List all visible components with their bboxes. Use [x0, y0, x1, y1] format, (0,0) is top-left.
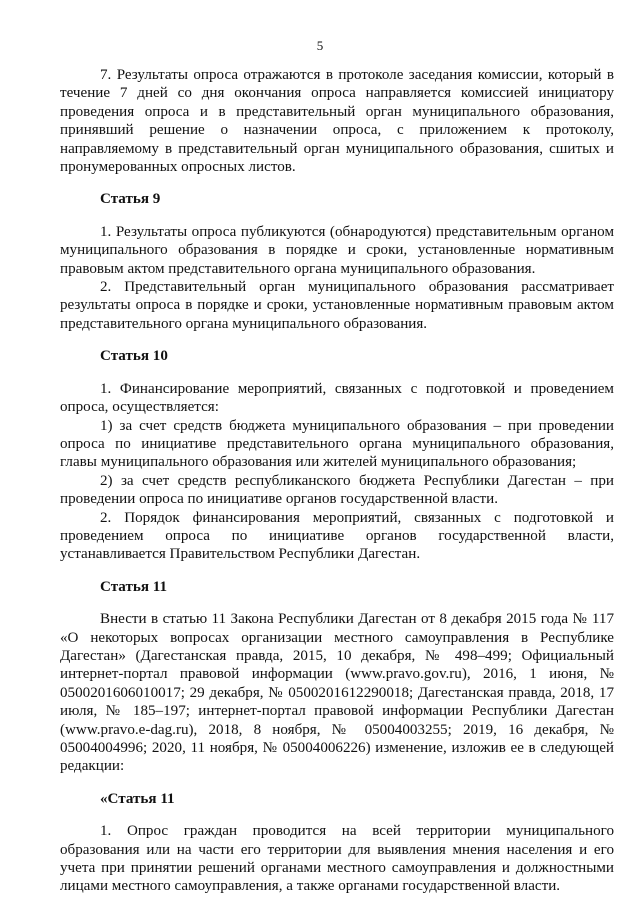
article-11-heading: Статья 11 [100, 578, 168, 595]
paragraph-9-2: 2. Представительный орган муниципального образования рассматривает результаты опроса в порядке и сроки, установленные нормативным правовым актом представительного органа муниципального образования. [60, 279, 614, 332]
article-9-heading: Статья 9 [100, 191, 161, 208]
paragraph-11-amendment: Внести в статью 11 Закона Республики Дагестан от 8 декабря 2015 года № 117 «О некоторых вопросах организации местного самоуправления в Республике Дагестан» (Дагестанская правда, 2015, 10 декабря, № 498–499; Официальный интернет-портал правовой информации (www.pravo.gov.ru), 2016, 1 июня, № 0500201606010017; 29 декабря, № 0500201612290018; Дагестанская правда, 2018, 17 июля, № 185–197; интернет-портал правовой информации Республики Дагестан (www.pravo.e-dag.ru), 2018, 8 ноября, № 05004003255; 2019, 16 декабря, № 05004004996; 2020, 11 ноября, № 05004006226) изменение, изложив ее в следующей редакции: [60, 611, 614, 775]
page-number: 5 [316, 38, 324, 53]
paragraph-quoted-11-1: 1. Опрос граждан проводится на всей территории муниципального образования или на части его территории для выявления мнения населения и его учета при принятии решений органами местного самоуправления и должностными лицами местного самоуправления, а также органами государственной власти. [60, 823, 614, 895]
paragraph-10-1: 1. Финансирование мероприятий, связанных с подготовкой и проведением опроса, осуществляется: [60, 380, 614, 416]
quoted-article-11-heading: «Статья 11 [100, 790, 175, 807]
paragraph-10-2: 2. Порядок финансирования мероприятий, связанных с подготовкой и проведением опроса по инициативе органов государственной власти, устанавливается Правительством Республики Дагестан. [60, 509, 614, 563]
paragraph-7-results-protocol: 7. Результаты опроса отражаются в протоколе заседания комиссии, который в течение 7 дней со дня окончания опроса направляется комиссией инициатору проведения опроса и в представительный орган муниципального образования, принявший решение о назначении опроса, с приложением к протоколу, направляемому в представительный орган муниципального образования, сшитых и пронумерованных опросных листов. [60, 67, 614, 176]
paragraph-10-1-item-1: 1) за счет средств бюджета муниципального образования – при проведении опроса по инициативе представительного органа муниципального образования, главы муниципального образования или жителей муниципального образования; [60, 417, 614, 471]
paragraph-10-1-item-2: 2) за счет средств республиканского бюджета Республики Дагестан – при проведении опроса по инициативе органов государственной власти. [60, 472, 614, 508]
article-10-heading: Статья 10 [100, 348, 168, 365]
document-body [60, 66, 614, 896]
paragraph-9-1: 1. Результаты опроса публикуются (обнародуются) представительным органом муниципального образования в порядке и сроки, установленные нормативным правовым актом представительного органа муниципального образования. [60, 223, 614, 277]
